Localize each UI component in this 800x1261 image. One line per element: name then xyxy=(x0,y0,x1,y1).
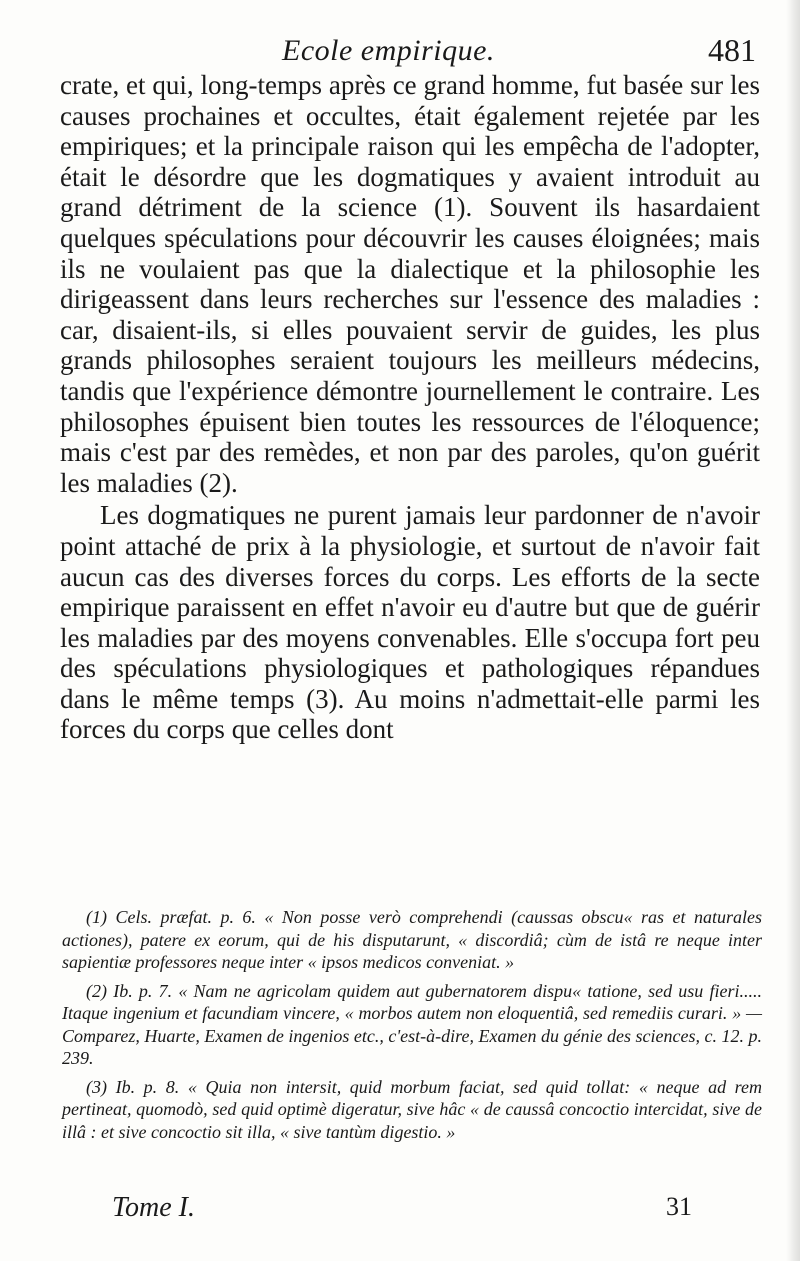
page-number: 481 xyxy=(708,32,756,68)
sheet-mark: 31 xyxy=(666,1192,692,1221)
main-text xyxy=(60,70,760,745)
page-edge-shadow xyxy=(786,0,800,1261)
footnotes xyxy=(62,906,762,1149)
paragraph: Les dogmatiques ne purent jamais leur pardonner de n'avoir point attaché de prix à la physiologie, et surtout de n'avoir fait aucun cas des diverses forces du corps. Les efforts de la secte empirique paraissent en effet n'avoir eu d'autre but que de guérir les maladies par des moyens convenables. Elle s'occupa fort peu des spéculations physiologiques et pathologiques répandues dans le même temps (3). Au moins n'admettait-elle parmi les forces du corps que celles dont xyxy=(60,500,760,745)
page-footer xyxy=(112,1192,692,1228)
footnote: (1) Cels. præfat. p. 6. « Non posse verò comprehendi (caussas obscu« ras et naturales actiones), patere ex eorum, qui de his disputarunt, « discordiâ; cùm de istâ re neque inter sapientiæ professores neque inter « ipsos medicos conveniat. » xyxy=(62,907,762,972)
running-title: Ecole empirique. xyxy=(282,34,495,67)
footnote: (2) Ib. p. 7. « Nam ne agricolam quidem aut gubernatorem dispu« tatione, sed usu fieri..... Itaque ingenium et facundiam vincere, « morbos autem non eloquentiâ, sed remediis curari. » — Comparez, Huarte, Examen de ingenios etc., c'est-à-dire, Examen du génie des sciences, c. 12. p. 239. xyxy=(62,980,762,1068)
page-header xyxy=(62,26,762,66)
footnote: (3) Ib. p. 8. « Quia non intersit, quid morbum faciat, sed quid tollat: « neque ad rem pertineat, quomodò, sed quid optimè digeratur, sive hâc « de caussâ concoctio intercidat, sive de illâ : et sive concoctio sit illa, « sive tantùm digestio. » xyxy=(62,1076,762,1142)
paragraph: crate, et qui, long-temps après ce grand homme, fut basée sur les causes prochaines et occultes, était également rejetée par les empiriques; et la principale raison qui les empêcha de l'adopter, était le désordre que les dogmatiques y avaient introduit au grand détriment de la science (1). Souvent ils hasardaient quelques spéculations pour découvrir les causes éloignées; mais ils ne voulaient pas que la dialectique et la philosophie les dirigeassent dans leurs recherches sur l'essence des maladies : car, disaient-ils, si elles pouvaient servir de guides, les plus grands philosophes seraient toujours les meilleurs médecins, tandis que l'expérience démontre journellement le contraire. Les philosophes épuisent bien toutes les ressources de l'éloquence; mais c'est par des remèdes, et non par des paroles, qu'on guérit les maladies (2). xyxy=(60,70,760,498)
volume-signature: Tome I. xyxy=(112,1192,195,1223)
